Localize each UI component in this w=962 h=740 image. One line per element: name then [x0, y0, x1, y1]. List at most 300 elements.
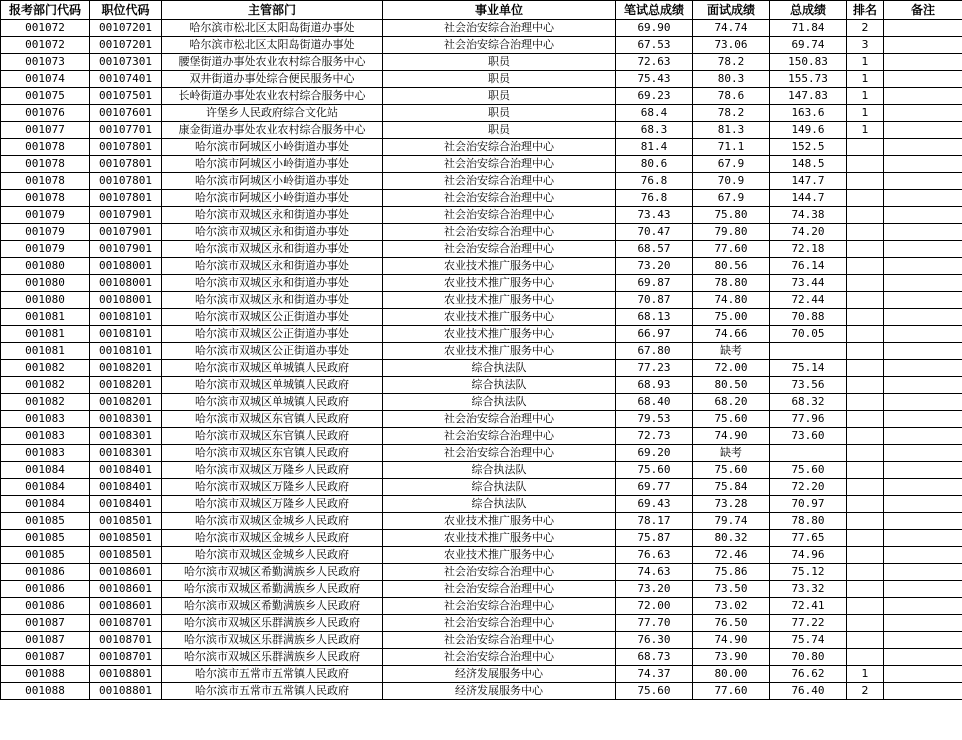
institution-cell: 社会治安综合治理中心: [383, 207, 616, 224]
table-row: [1, 292, 962, 309]
institution-cell: 经济发展服务中心: [383, 683, 616, 700]
interview-score-cell: 缺考: [693, 445, 770, 462]
total-score-cell: 69.74: [770, 37, 847, 54]
dept-code-cell: 001082: [1, 377, 90, 394]
supervising-dept-cell: 哈尔滨市阿城区小岭街道办事处: [162, 190, 383, 207]
supervising-dept-cell: 哈尔滨市双城区单城镇人民政府: [162, 360, 383, 377]
position-code-cell: 00108501: [90, 530, 162, 547]
institution-cell: 综合执法队: [383, 496, 616, 513]
position-code-cell: 00107801: [90, 139, 162, 156]
dept-code-cell: 001079: [1, 224, 90, 241]
supervising-dept-cell: 哈尔滨市双城区永和街道办事处: [162, 207, 383, 224]
interview-score-cell: 78.2: [693, 105, 770, 122]
written-score-cell: 69.43: [616, 496, 693, 513]
supervising-dept-cell: 哈尔滨市双城区永和街道办事处: [162, 241, 383, 258]
rank-cell: [847, 275, 884, 292]
institution-cell: 职员: [383, 54, 616, 71]
dept-code-cell: 001086: [1, 564, 90, 581]
supervising-dept-cell: 许堡乡人民政府综合文化站: [162, 105, 383, 122]
total-score-cell: 152.5: [770, 139, 847, 156]
written-score-cell: 76.63: [616, 547, 693, 564]
interview-score-cell: 67.9: [693, 190, 770, 207]
rank-cell: [847, 190, 884, 207]
table-row: [1, 207, 962, 224]
institution-cell: 综合执法队: [383, 377, 616, 394]
dept-code-cell: 001083: [1, 445, 90, 462]
rank-cell: 2: [847, 683, 884, 700]
interview-score-cell: 80.32: [693, 530, 770, 547]
written-score-cell: 67.53: [616, 37, 693, 54]
rank-cell: 1: [847, 122, 884, 139]
table-row: [1, 190, 962, 207]
dept-code-cell: 001088: [1, 666, 90, 683]
remarks-cell: [884, 224, 962, 241]
rank-cell: [847, 326, 884, 343]
interview-score-cell: 75.86: [693, 564, 770, 581]
remarks-cell: [884, 649, 962, 666]
dept-code-cell: 001084: [1, 479, 90, 496]
total-score-cell: 72.20: [770, 479, 847, 496]
supervising-dept-cell: 双井街道办事处综合便民服务中心: [162, 71, 383, 88]
position-code-cell: 00108401: [90, 462, 162, 479]
remarks-cell: [884, 71, 962, 88]
supervising-dept-cell: 哈尔滨市五常市五常镇人民政府: [162, 683, 383, 700]
rank-cell: [847, 258, 884, 275]
institution-cell: 社会治安综合治理中心: [383, 37, 616, 54]
table-row: [1, 139, 962, 156]
interview-score-cell: 73.28: [693, 496, 770, 513]
written-score-cell: 68.4: [616, 105, 693, 122]
supervising-dept-cell: 哈尔滨市双城区希勤满族乡人民政府: [162, 598, 383, 615]
total-score-cell: 73.56: [770, 377, 847, 394]
written-score-cell: 75.87: [616, 530, 693, 547]
supervising-dept-cell: 哈尔滨市双城区万隆乡人民政府: [162, 462, 383, 479]
supervising-dept-cell: 哈尔滨市双城区希勤满族乡人民政府: [162, 564, 383, 581]
dept-code-cell: 001075: [1, 88, 90, 105]
supervising-dept-cell: 哈尔滨市双城区乐群满族乡人民政府: [162, 649, 383, 666]
rank-cell: [847, 530, 884, 547]
position-code-cell: 00108701: [90, 615, 162, 632]
supervising-dept-cell: 哈尔滨市双城区万隆乡人民政府: [162, 496, 383, 513]
dept-code-cell: 001079: [1, 207, 90, 224]
table-row: [1, 564, 962, 581]
institution-cell: 社会治安综合治理中心: [383, 445, 616, 462]
table-row: [1, 20, 962, 37]
supervising-dept-cell: 哈尔滨市阿城区小岭街道办事处: [162, 173, 383, 190]
written-score-cell: 72.73: [616, 428, 693, 445]
institution-cell: 农业技术推广服务中心: [383, 343, 616, 360]
interview-score-cell: 75.84: [693, 479, 770, 496]
remarks-cell: [884, 54, 962, 71]
supervising-dept-cell: 腰堡街道办事处农业农村综合服务中心: [162, 54, 383, 71]
dept-code-cell: 001081: [1, 326, 90, 343]
rank-cell: [847, 445, 884, 462]
written-score-cell: 72.63: [616, 54, 693, 71]
interview-score-cell: 77.60: [693, 241, 770, 258]
interview-score-cell: 78.6: [693, 88, 770, 105]
interview-score-cell: 73.06: [693, 37, 770, 54]
total-score-cell: 74.38: [770, 207, 847, 224]
supervising-dept-cell: 哈尔滨市阿城区小岭街道办事处: [162, 156, 383, 173]
position-code-cell: 00108701: [90, 649, 162, 666]
rank-cell: [847, 649, 884, 666]
remarks-cell: [884, 445, 962, 462]
written-score-cell: 68.40: [616, 394, 693, 411]
written-score-cell: 77.70: [616, 615, 693, 632]
rank-cell: 1: [847, 105, 884, 122]
institution-cell: 职员: [383, 122, 616, 139]
interview-score-cell: 79.74: [693, 513, 770, 530]
position-code-cell: 00107701: [90, 122, 162, 139]
written-score-cell: 70.87: [616, 292, 693, 309]
supervising-dept-cell: 哈尔滨市双城区公正街道办事处: [162, 343, 383, 360]
remarks-cell: [884, 292, 962, 309]
supervising-dept-cell: 哈尔滨市双城区万隆乡人民政府: [162, 479, 383, 496]
institution-cell: 职员: [383, 88, 616, 105]
rank-cell: [847, 564, 884, 581]
table-row: [1, 173, 962, 190]
interview-score-cell: 67.9: [693, 156, 770, 173]
institution-cell: 经济发展服务中心: [383, 666, 616, 683]
supervising-dept-cell: 哈尔滨市双城区希勤满族乡人民政府: [162, 581, 383, 598]
dept-code-cell: 001087: [1, 649, 90, 666]
remarks-cell: [884, 88, 962, 105]
dept-code-cell: 001081: [1, 343, 90, 360]
remarks-cell: [884, 241, 962, 258]
total-score-cell: 72.44: [770, 292, 847, 309]
interview-score-cell: 74.66: [693, 326, 770, 343]
position-code-cell: 00108801: [90, 683, 162, 700]
written-score-cell: 77.23: [616, 360, 693, 377]
total-score-cell: 77.65: [770, 530, 847, 547]
position-code-cell: 00107801: [90, 190, 162, 207]
header-total-score: 总成绩: [770, 1, 847, 20]
interview-score-cell: 75.60: [693, 411, 770, 428]
total-score-cell: 76.14: [770, 258, 847, 275]
rank-cell: [847, 479, 884, 496]
written-score-cell: 69.23: [616, 88, 693, 105]
position-code-cell: 00107901: [90, 241, 162, 258]
supervising-dept-cell: 哈尔滨市双城区乐群满族乡人民政府: [162, 615, 383, 632]
interview-score-cell: 80.3: [693, 71, 770, 88]
total-score-cell: 78.80: [770, 513, 847, 530]
rank-cell: [847, 428, 884, 445]
supervising-dept-cell: 哈尔滨市双城区东官镇人民政府: [162, 428, 383, 445]
rank-cell: [847, 513, 884, 530]
position-code-cell: 00108301: [90, 411, 162, 428]
rank-cell: 1: [847, 666, 884, 683]
total-score-cell: 148.5: [770, 156, 847, 173]
dept-code-cell: 001073: [1, 54, 90, 71]
table-row: [1, 241, 962, 258]
rank-cell: [847, 343, 884, 360]
dept-code-cell: 001087: [1, 615, 90, 632]
total-score-cell: 74.96: [770, 547, 847, 564]
total-score-cell: 71.84: [770, 20, 847, 37]
position-code-cell: 00108801: [90, 666, 162, 683]
rank-cell: [847, 632, 884, 649]
institution-cell: 农业技术推广服务中心: [383, 530, 616, 547]
institution-cell: 社会治安综合治理中心: [383, 581, 616, 598]
institution-cell: 综合执法队: [383, 394, 616, 411]
table-row: [1, 275, 962, 292]
interview-score-cell: 缺考: [693, 343, 770, 360]
supervising-dept-cell: 哈尔滨市松北区太阳岛街道办事处: [162, 37, 383, 54]
table-row: [1, 496, 962, 513]
institution-cell: 社会治安综合治理中心: [383, 20, 616, 37]
dept-code-cell: 001080: [1, 292, 90, 309]
table-row: [1, 343, 962, 360]
supervising-dept-cell: 康金街道办事处农业农村综合服务中心: [162, 122, 383, 139]
remarks-cell: [884, 309, 962, 326]
supervising-dept-cell: 哈尔滨市双城区公正街道办事处: [162, 309, 383, 326]
header-rank: 排名: [847, 1, 884, 20]
rank-cell: [847, 411, 884, 428]
written-score-cell: 66.97: [616, 326, 693, 343]
remarks-cell: [884, 20, 962, 37]
remarks-cell: [884, 598, 962, 615]
position-code-cell: 00108601: [90, 598, 162, 615]
dept-code-cell: 001078: [1, 139, 90, 156]
position-code-cell: 00108301: [90, 445, 162, 462]
position-code-cell: 00108401: [90, 496, 162, 513]
interview-score-cell: 74.74: [693, 20, 770, 37]
header-supervising-dept: 主管部门: [162, 1, 383, 20]
table-row: [1, 547, 962, 564]
supervising-dept-cell: 哈尔滨市双城区公正街道办事处: [162, 326, 383, 343]
position-code-cell: 00107401: [90, 71, 162, 88]
written-score-cell: 74.63: [616, 564, 693, 581]
institution-cell: 社会治安综合治理中心: [383, 241, 616, 258]
supervising-dept-cell: 哈尔滨市双城区金城乡人民政府: [162, 547, 383, 564]
written-score-cell: 73.20: [616, 581, 693, 598]
total-score-cell: 163.6: [770, 105, 847, 122]
institution-cell: 农业技术推广服务中心: [383, 292, 616, 309]
rank-cell: [847, 360, 884, 377]
position-code-cell: 00108001: [90, 258, 162, 275]
table-row: [1, 54, 962, 71]
interview-score-cell: 72.46: [693, 547, 770, 564]
remarks-cell: [884, 462, 962, 479]
interview-score-cell: 80.50: [693, 377, 770, 394]
institution-cell: 社会治安综合治理中心: [383, 190, 616, 207]
dept-code-cell: 001085: [1, 530, 90, 547]
institution-cell: 社会治安综合治理中心: [383, 411, 616, 428]
dept-code-cell: 001082: [1, 394, 90, 411]
total-score-cell: 72.41: [770, 598, 847, 615]
total-score-cell: 77.22: [770, 615, 847, 632]
table-row: [1, 258, 962, 275]
position-code-cell: 00107801: [90, 173, 162, 190]
written-score-cell: 75.43: [616, 71, 693, 88]
total-score-cell: 70.97: [770, 496, 847, 513]
total-score-cell: 72.18: [770, 241, 847, 258]
position-code-cell: 00108001: [90, 275, 162, 292]
table-row: [1, 683, 962, 700]
written-score-cell: 69.20: [616, 445, 693, 462]
table-row: [1, 37, 962, 54]
interview-score-cell: 70.9: [693, 173, 770, 190]
dept-code-cell: 001085: [1, 547, 90, 564]
remarks-cell: [884, 666, 962, 683]
position-code-cell: 00107201: [90, 37, 162, 54]
institution-cell: 农业技术推广服务中心: [383, 309, 616, 326]
remarks-cell: [884, 258, 962, 275]
supervising-dept-cell: 哈尔滨市双城区东官镇人民政府: [162, 445, 383, 462]
table-row: [1, 360, 962, 377]
rank-cell: [847, 598, 884, 615]
total-score-cell: 147.7: [770, 173, 847, 190]
dept-code-cell: 001086: [1, 581, 90, 598]
total-score-cell: 149.6: [770, 122, 847, 139]
table-row: [1, 122, 962, 139]
written-score-cell: 68.13: [616, 309, 693, 326]
table-row: [1, 394, 962, 411]
total-score-cell: 77.96: [770, 411, 847, 428]
rank-cell: [847, 547, 884, 564]
table-body: [1, 20, 962, 700]
interview-score-cell: 73.02: [693, 598, 770, 615]
position-code-cell: 00108701: [90, 632, 162, 649]
position-code-cell: 00107801: [90, 156, 162, 173]
rank-cell: 2: [847, 20, 884, 37]
institution-cell: 社会治安综合治理中心: [383, 615, 616, 632]
dept-code-cell: 001072: [1, 37, 90, 54]
institution-cell: 社会治安综合治理中心: [383, 564, 616, 581]
total-score-cell: 75.14: [770, 360, 847, 377]
position-code-cell: 00107301: [90, 54, 162, 71]
total-score-cell: [770, 445, 847, 462]
institution-cell: 社会治安综合治理中心: [383, 649, 616, 666]
remarks-cell: [884, 547, 962, 564]
rank-cell: [847, 207, 884, 224]
table-row: [1, 513, 962, 530]
written-score-cell: 68.73: [616, 649, 693, 666]
interview-score-cell: 75.80: [693, 207, 770, 224]
institution-cell: 综合执法队: [383, 462, 616, 479]
dept-code-cell: 001079: [1, 241, 90, 258]
supervising-dept-cell: 哈尔滨市双城区永和街道办事处: [162, 292, 383, 309]
dept-code-cell: 001077: [1, 122, 90, 139]
position-code-cell: 00107501: [90, 88, 162, 105]
total-score-cell: 75.12: [770, 564, 847, 581]
position-code-cell: 00108001: [90, 292, 162, 309]
rank-cell: [847, 581, 884, 598]
total-score-cell: 68.32: [770, 394, 847, 411]
supervising-dept-cell: 哈尔滨市双城区永和街道办事处: [162, 275, 383, 292]
rank-cell: 1: [847, 54, 884, 71]
position-code-cell: 00108101: [90, 309, 162, 326]
supervising-dept-cell: 哈尔滨市双城区单城镇人民政府: [162, 394, 383, 411]
written-score-cell: 68.57: [616, 241, 693, 258]
institution-cell: 社会治安综合治理中心: [383, 598, 616, 615]
rank-cell: 1: [847, 88, 884, 105]
remarks-cell: [884, 496, 962, 513]
table-row: [1, 581, 962, 598]
written-score-cell: 78.17: [616, 513, 693, 530]
header-interview-score: 面试成绩: [693, 1, 770, 20]
total-score-cell: 73.44: [770, 275, 847, 292]
position-code-cell: 00107901: [90, 224, 162, 241]
total-score-cell: 73.60: [770, 428, 847, 445]
dept-code-cell: 001084: [1, 462, 90, 479]
table-row: [1, 530, 962, 547]
written-score-cell: 67.80: [616, 343, 693, 360]
table-row: [1, 105, 962, 122]
rank-cell: [847, 156, 884, 173]
remarks-cell: [884, 683, 962, 700]
written-score-cell: 73.43: [616, 207, 693, 224]
remarks-cell: [884, 156, 962, 173]
interview-score-cell: 74.90: [693, 428, 770, 445]
written-score-cell: 74.37: [616, 666, 693, 683]
header-remarks: 备注: [884, 1, 962, 20]
rank-cell: [847, 394, 884, 411]
position-code-cell: 00107201: [90, 20, 162, 37]
position-code-cell: 00108601: [90, 581, 162, 598]
supervising-dept-cell: 哈尔滨市双城区金城乡人民政府: [162, 530, 383, 547]
remarks-cell: [884, 479, 962, 496]
position-code-cell: 00108101: [90, 326, 162, 343]
written-score-cell: 81.4: [616, 139, 693, 156]
written-score-cell: 76.30: [616, 632, 693, 649]
dept-code-cell: 001086: [1, 598, 90, 615]
institution-cell: 社会治安综合治理中心: [383, 224, 616, 241]
total-score-cell: 70.05: [770, 326, 847, 343]
written-score-cell: 80.6: [616, 156, 693, 173]
interview-score-cell: 76.50: [693, 615, 770, 632]
total-score-cell: 70.88: [770, 309, 847, 326]
interview-score-cell: 78.80: [693, 275, 770, 292]
supervising-dept-cell: 哈尔滨市松北区太阳岛街道办事处: [162, 20, 383, 37]
table-row: [1, 649, 962, 666]
interview-score-cell: 73.90: [693, 649, 770, 666]
position-code-cell: 00108401: [90, 479, 162, 496]
rank-cell: [847, 615, 884, 632]
dept-code-cell: 001087: [1, 632, 90, 649]
written-score-cell: 72.00: [616, 598, 693, 615]
interview-score-cell: 81.3: [693, 122, 770, 139]
remarks-cell: [884, 343, 962, 360]
interview-score-cell: 74.90: [693, 632, 770, 649]
position-code-cell: 00108501: [90, 513, 162, 530]
remarks-cell: [884, 360, 962, 377]
table-row: [1, 632, 962, 649]
interview-score-cell: 80.00: [693, 666, 770, 683]
institution-cell: 社会治安综合治理中心: [383, 156, 616, 173]
position-code-cell: 00107601: [90, 105, 162, 122]
remarks-cell: [884, 207, 962, 224]
rank-cell: [847, 377, 884, 394]
written-score-cell: 75.60: [616, 683, 693, 700]
written-score-cell: 75.60: [616, 462, 693, 479]
remarks-cell: [884, 411, 962, 428]
institution-cell: 综合执法队: [383, 360, 616, 377]
written-score-cell: 68.3: [616, 122, 693, 139]
rank-cell: [847, 139, 884, 156]
supervising-dept-cell: 哈尔滨市双城区永和街道办事处: [162, 258, 383, 275]
table-row: [1, 445, 962, 462]
table-row: [1, 377, 962, 394]
position-code-cell: 00108201: [90, 360, 162, 377]
remarks-cell: [884, 326, 962, 343]
remarks-cell: [884, 428, 962, 445]
dept-code-cell: 001078: [1, 173, 90, 190]
remarks-cell: [884, 377, 962, 394]
dept-code-cell: 001080: [1, 258, 90, 275]
institution-cell: 农业技术推广服务中心: [383, 275, 616, 292]
remarks-cell: [884, 105, 962, 122]
